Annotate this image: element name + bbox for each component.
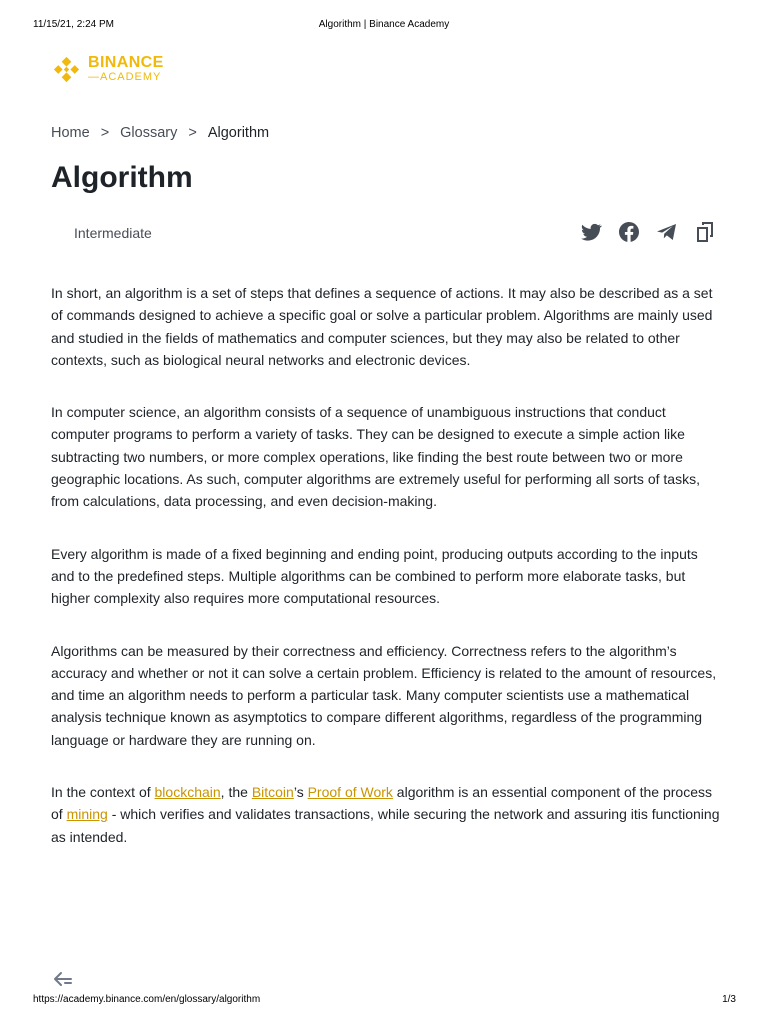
logo-wordmark bbox=[88, 55, 164, 83]
article-paragraph-links bbox=[51, 781, 721, 848]
link-mining[interactable]: mining bbox=[66, 806, 108, 823]
breadcrumb-glossary[interactable]: Glossary bbox=[120, 125, 178, 141]
share-twitter-button[interactable] bbox=[578, 219, 604, 245]
text-segment: algorithm is an essential component of the process of bbox=[51, 784, 712, 823]
print-page-number: 1/3 bbox=[722, 994, 736, 1005]
binance-logo-icon bbox=[51, 54, 82, 85]
breadcrumb-home[interactable]: Home bbox=[51, 125, 90, 141]
back-arrow-icon bbox=[51, 970, 73, 990]
difficulty-level: Intermediate bbox=[74, 225, 152, 241]
telegram-icon bbox=[655, 220, 679, 244]
share-facebook-button[interactable] bbox=[616, 219, 642, 245]
copy-link-icon bbox=[693, 220, 717, 244]
print-url: https://academy.binance.com/en/glossary/algorithm bbox=[33, 994, 261, 1005]
text-segment: , the bbox=[220, 784, 252, 801]
breadcrumb bbox=[51, 125, 269, 141]
article-paragraph: In short, an algorithm is a set of steps that defines a sequence of actions. It may also be described as a set of commands designed to achieve a specific goal or solve a particular problem. Algorithms are mainly used and studied in the fields of mathematics and computer sciences, but they may also be related to other contexts, such as biological neural networks and electronic devices. bbox=[51, 285, 713, 368]
print-datetime: 11/15/21, 2:24 PM bbox=[33, 19, 114, 30]
link-blockchain[interactable]: blockchain bbox=[154, 784, 221, 801]
text-segment: - which verifies and validates transactions, while securing the network and assuring itis functioning as intended. bbox=[51, 806, 720, 845]
link-proof-of-work[interactable]: Proof of Work bbox=[307, 784, 393, 801]
article-paragraph: Every algorithm is made of a fixed beginning and ending point, producing outputs according to the inputs and to the predefined steps. Multiple algorithms can be combined to perform more elaborate tasks, but higher complexity also requires more computational resources. bbox=[51, 545, 698, 607]
facebook-icon bbox=[617, 220, 641, 244]
page-title: Algorithm bbox=[51, 161, 193, 194]
share-telegram-button[interactable] bbox=[654, 219, 680, 245]
back-button[interactable] bbox=[51, 970, 73, 990]
twitter-icon bbox=[579, 220, 603, 244]
copy-link-button[interactable] bbox=[692, 219, 718, 245]
share-bar bbox=[566, 219, 718, 245]
link-bitcoin[interactable]: Bitcoin bbox=[251, 784, 294, 801]
article-paragraph: Algorithms can be measured by their correctness and efficiency. Correctness refers to the algorithm’s accuracy and whether or not it can solve a certain problem. Efficiency is related to the amount of resources, and time an algorithm needs to perform a particular task. Many computer scientists use a mathematical analysis technique known as asymptotics to compare different algorithms, regardless of the programming language or hardware they are running on. bbox=[51, 642, 717, 748]
text-segment: In the context of bbox=[51, 784, 155, 801]
print-page-title: Algorithm | Binance Academy bbox=[318, 19, 450, 30]
binance-academy-logo[interactable] bbox=[51, 53, 164, 85]
logo-sub: —ACADEMY bbox=[88, 71, 162, 83]
article-paragraph: In computer science, an algorithm consists of a sequence of unambiguous instructions that conduct computer programs to perform a variety of tasks. They can be designed to execute a simple action like subtracting two numbers, or more complex operations, like finding the best route between two or more geographic locations. As such, computer algorithms are extremely useful for performing all sorts of tasks, from calculations, data processing, and even decision-making. bbox=[51, 404, 700, 510]
article-body bbox=[51, 282, 721, 878]
print-header bbox=[0, 19, 768, 33]
breadcrumb-separator: > bbox=[188, 125, 197, 141]
logo-brand: BINANCE bbox=[88, 54, 164, 71]
text-segment: ’s bbox=[293, 784, 308, 801]
breadcrumb-current: Algorithm bbox=[207, 125, 270, 141]
breadcrumb-separator: > bbox=[100, 125, 110, 141]
